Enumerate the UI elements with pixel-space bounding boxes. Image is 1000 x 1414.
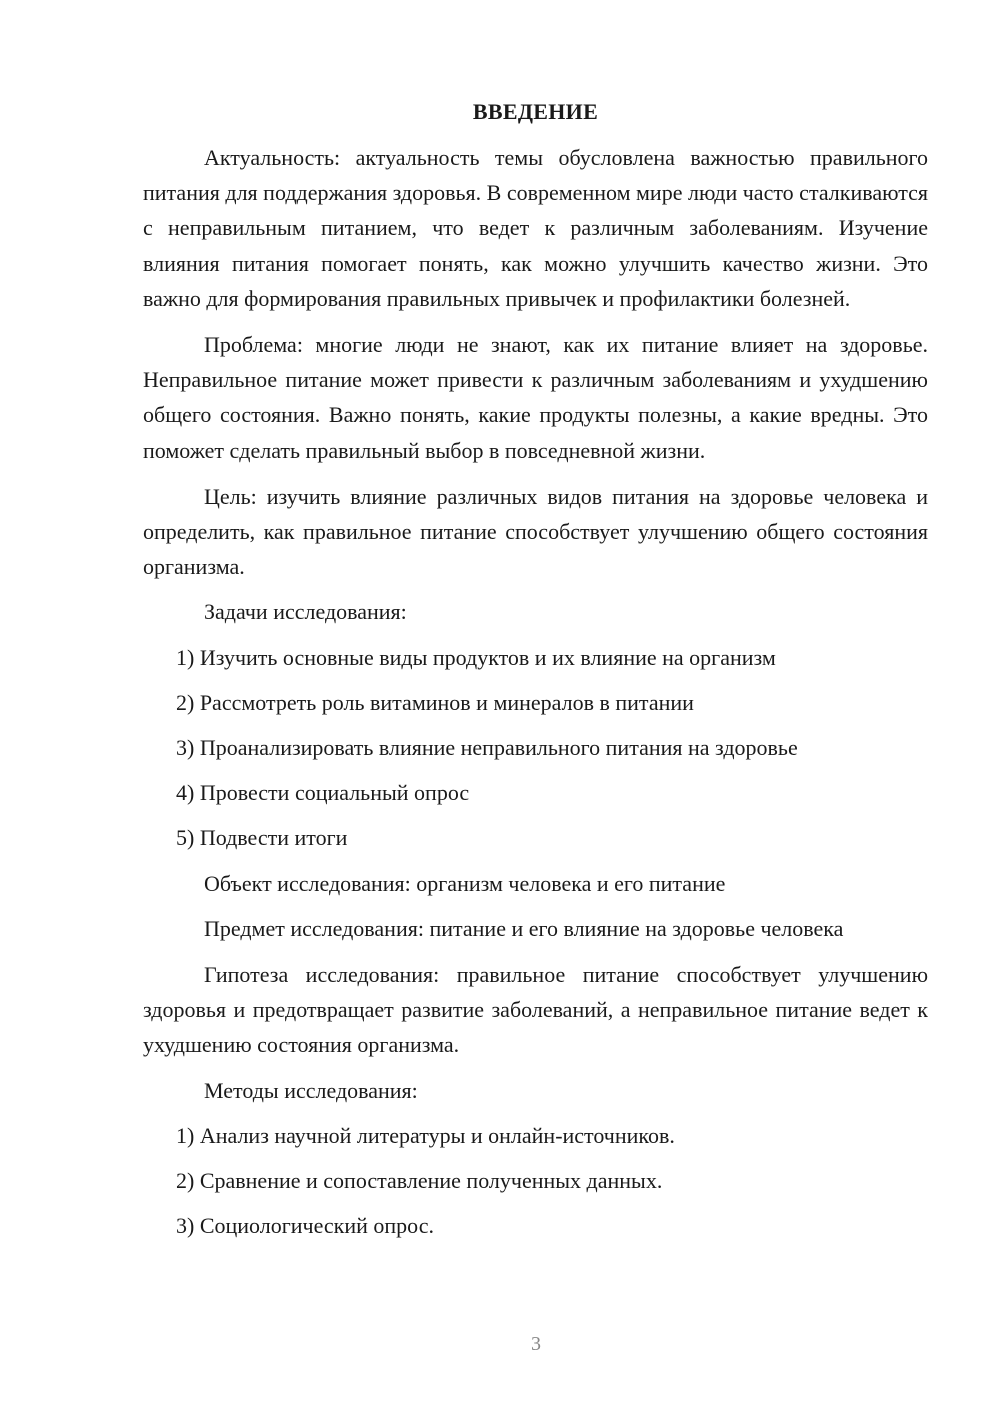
list-item: 3) Проанализировать влияние неправильного питания на здоровье bbox=[176, 735, 798, 761]
research-subject: Предмет исследования: питание и его влияние на здоровье человека bbox=[204, 915, 844, 941]
list-item: 3) Социологический опрос. bbox=[176, 1213, 434, 1239]
paragraph-goal: Цель: изучить влияние различных видов питания на здоровье человека и определить, как правильное питание способствует улучшению общего состояния организма. bbox=[143, 483, 928, 580]
methods-list bbox=[143, 1118, 928, 1244]
list-item: 2) Рассмотреть роль витаминов и минералов в питании bbox=[176, 689, 694, 715]
list-item: 5) Подвести итоги bbox=[176, 825, 348, 851]
paragraph-relevance: Актуальность: актуальность темы обусловлена важностью правильного питания для поддержания здоровья. В современном мире люди часто сталкиваются с неправильным питанием, что ведет к различным заболеваниям. Изучение влияния питания помогает понять, как можно улучшить качество жизни. Это важно для формирования правильных привычек и профилактики болезней. bbox=[143, 145, 928, 311]
list-item: 1) Анализ научной литературы и онлайн-источников. bbox=[176, 1122, 675, 1148]
paragraph-hypothesis: Гипотеза исследования: правильное питание способствует улучшению здоровья и предотвращает развитие заболеваний, а неправильное питание ведет к ухудшению состояния организма. bbox=[143, 962, 928, 1058]
list-item: 1) Изучить основные виды продуктов и их влияние на организм bbox=[176, 644, 776, 670]
research-object: Объект исследования: организм человека и его питание bbox=[204, 870, 726, 896]
page-title: ВВЕДЕНИЕ bbox=[472, 99, 599, 124]
paragraph-problem: Проблема: многие люди не знают, как их питание влияет на здоровье. Неправильное питание может привести к различным заболеваниям и ухудшению общего состояния. Важно понять, какие продукты полезны, а какие вредны. Это поможет сделать правильный выбор в повседневной жизни. bbox=[143, 332, 928, 463]
tasks-heading: Задачи исследования: bbox=[204, 599, 407, 625]
list-item: 2) Сравнение и сопоставление полученных данных. bbox=[176, 1168, 663, 1194]
tasks-list bbox=[143, 640, 928, 856]
list-item: 4) Провести социальный опрос bbox=[176, 780, 470, 806]
page-number: 3 bbox=[531, 1333, 541, 1355]
page-content bbox=[143, 94, 928, 1243]
methods-heading: Методы исследования: bbox=[204, 1077, 418, 1103]
